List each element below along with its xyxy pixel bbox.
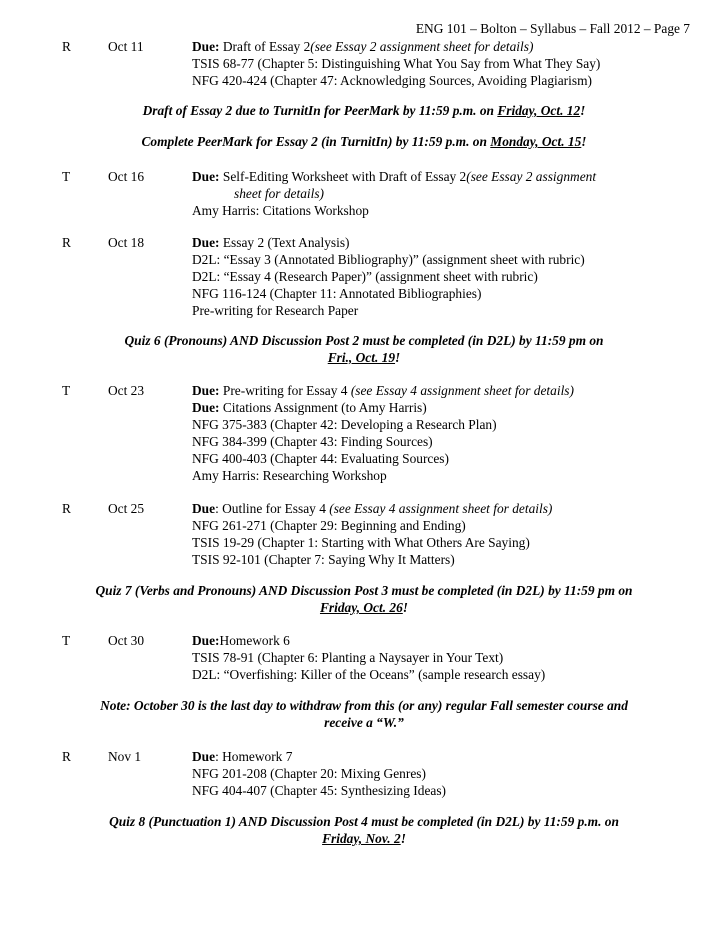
- notice-quiz6-line1: Quiz 6 (Pronouns) AND Discussion Post 2 must be completed (in D2L) by 11:59 pm on: [124, 333, 604, 348]
- row-line: Due: Homework 7: [192, 749, 293, 764]
- due-label: Due:: [192, 633, 220, 648]
- row-line: Due: Pre-writing for Essay 4 (see Essay 4 assignment sheet for details): [192, 383, 574, 398]
- row-line: NFG 261-271 (Chapter 29: Beginning and Ending): [192, 518, 466, 533]
- due-label: Due:: [192, 235, 220, 250]
- row-line: NFG 375-383 (Chapter 42: Developing a Research Plan): [192, 417, 497, 432]
- row-day: T: [62, 633, 71, 648]
- row-line: NFG 404-407 (Chapter 45: Synthesizing Ideas): [192, 783, 447, 798]
- row-line: D2L: “Overfishing: Killer of the Oceans” (sample research essay): [192, 667, 546, 682]
- row-line: Amy Harris: Citations Workshop: [192, 203, 369, 218]
- row-day: R: [62, 235, 71, 250]
- row-date: Oct 25: [108, 501, 145, 516]
- row-date: Oct 23: [108, 383, 145, 398]
- row-italic-note: (see Essay 2 assignment sheet for details): [310, 39, 534, 54]
- row-line: NFG 384-399 (Chapter 43: Finding Sources): [192, 434, 433, 449]
- notice-essay2-draft: Draft of Essay 2 due to TurnitIn for PeerMark by 11:59 p.m. on Friday, Oct. 12!: [142, 103, 586, 118]
- due-label: Due: [192, 749, 216, 764]
- row-day: R: [62, 39, 71, 54]
- row-line: TSIS 68-77 (Chapter 5: Distinguishing What You Say from What They Say): [192, 56, 601, 71]
- notice-withdraw-line2: receive a “W.”: [324, 715, 404, 730]
- row-line: D2L: “Essay 3 (Annotated Bibliography)” (assignment sheet with rubric): [192, 252, 585, 267]
- page-header: ENG 101 – Bolton – Syllabus – Fall 2012 – Page 7: [415, 21, 690, 36]
- row-line: Due: Citations Assignment (to Amy Harris): [192, 400, 427, 415]
- row-date: Oct 11: [108, 39, 144, 54]
- row-text: Draft of Essay 2: [219, 39, 311, 54]
- row-day: T: [62, 169, 71, 184]
- due-label: Due:: [192, 169, 220, 184]
- due-label: Due:: [192, 39, 220, 54]
- row-line: Amy Harris: Researching Workshop: [192, 468, 387, 483]
- row-line: D2L: “Essay 4 (Research Paper)” (assignment sheet with rubric): [192, 269, 538, 284]
- row-line: Due: Outline for Essay 4 (see Essay 4 assignment sheet for details): [192, 501, 553, 516]
- notice-withdraw-line1: Note: October 30 is the last day to withdraw from this (or any) regular Fall semester course and: [100, 698, 628, 713]
- notice-quiz8-line2: Friday, Nov. 2!: [322, 831, 406, 846]
- row-line: TSIS 92-101 (Chapter 7: Saying Why It Matters): [192, 552, 455, 567]
- notice-quiz8-line1: Quiz 8 (Punctuation 1) AND Discussion Post 4 must be completed (in D2L) by 11:59 p.m. on: [109, 814, 619, 829]
- row-day: R: [62, 501, 71, 516]
- notice-peermark: Complete PeerMark for Essay 2 (in TurnitIn) by 11:59 p.m. on Monday, Oct. 15!: [141, 134, 587, 149]
- row-date: Oct 16: [108, 169, 145, 184]
- row-line: Due: Essay 2 (Text Analysis): [192, 235, 350, 250]
- row-day: T: [62, 383, 71, 398]
- row-line: NFG 420-424 (Chapter 47: Acknowledging Sources, Avoiding Plagiarism): [192, 73, 592, 88]
- row-line: Pre-writing for Research Paper: [192, 303, 359, 318]
- row-line: Due: Self-Editing Worksheet with Draft of Essay 2(see Essay 2 assignment: [192, 169, 597, 184]
- row-date: Nov 1: [108, 749, 142, 764]
- due-label: Due:: [192, 383, 220, 398]
- row-date: Oct 18: [108, 235, 145, 250]
- row-line: NFG 116-124 (Chapter 11: Annotated Bibliographies): [192, 286, 482, 301]
- row-date: Oct 30: [108, 633, 145, 648]
- row-italic-note: sheet for details): [234, 186, 325, 201]
- row-line: NFG 400-403 (Chapter 44: Evaluating Sources): [192, 451, 449, 466]
- due-label: Due:: [192, 400, 220, 415]
- row-line: NFG 201-208 (Chapter 20: Mixing Genres): [192, 766, 426, 781]
- row-line: [192, 38, 533, 55]
- due-label: Due: [192, 501, 216, 516]
- row-day: R: [62, 749, 71, 764]
- notice-quiz7-line1: Quiz 7 (Verbs and Pronouns) AND Discussion Post 3 must be completed (in D2L) by 11:59 pm on: [95, 583, 633, 598]
- notice-quiz7-line2: Friday, Oct. 26!: [319, 600, 409, 615]
- row-line: Due:Homework 6: [192, 633, 290, 648]
- row-line: TSIS 19-29 (Chapter 1: Starting with What Others Are Saying): [192, 535, 530, 550]
- notice-quiz6-line2: Fri., Oct. 19!: [327, 350, 401, 365]
- row-line: TSIS 78-91 (Chapter 6: Planting a Naysayer in Your Text): [192, 650, 504, 665]
